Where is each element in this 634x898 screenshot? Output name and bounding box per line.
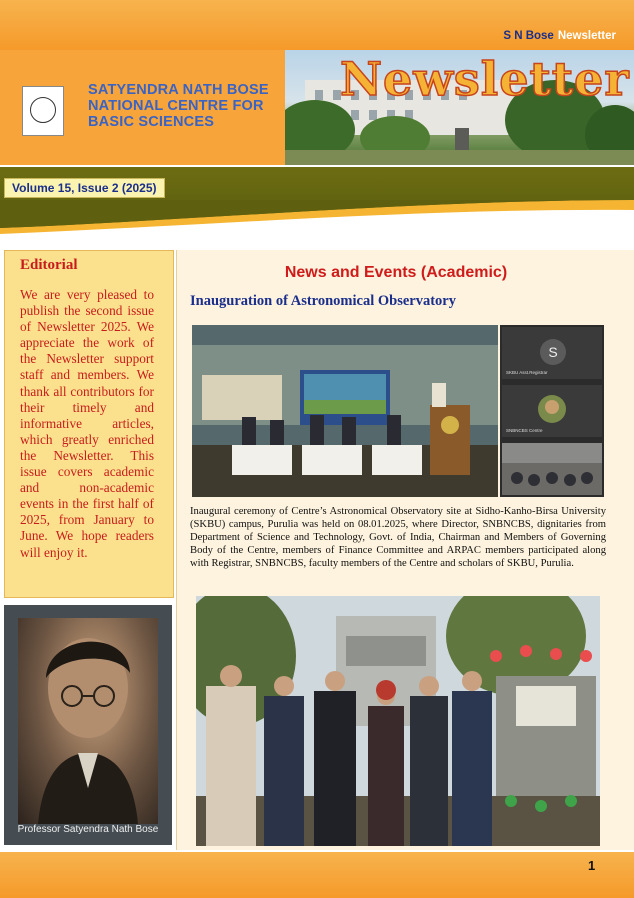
participant-avatar: S bbox=[540, 339, 566, 365]
portrait-photo bbox=[18, 618, 158, 824]
video-tile bbox=[502, 385, 602, 437]
participant-label: SKBU Asst.Registrar bbox=[506, 370, 548, 375]
video-tile bbox=[502, 327, 602, 379]
article-title: Inauguration of Astronomical Observatory bbox=[190, 293, 456, 309]
video-call-tiles bbox=[500, 325, 604, 497]
editorial-title: Editorial bbox=[20, 257, 78, 273]
editorial-body: We are very pleased to publish the second issue of Newsletter 2025. We appreciate the work of the Newsletter support staff and members. We thank all contributors for their timely and informative articles, which greatly enriched the Newsletter. This issue covers academic and non-academic events in the first half of 2025, from January to June. We hope readers will enjoy it. bbox=[20, 287, 154, 560]
brand-suffix: Newsletter bbox=[557, 30, 616, 42]
video-tile bbox=[502, 443, 602, 495]
footer-band bbox=[0, 852, 634, 898]
ceremony-photo bbox=[192, 325, 498, 497]
institute-logo bbox=[22, 86, 64, 136]
institute-name: SATYENDRA NATH BOSE NATIONAL CENTRE FOR BASIC SCIENCES bbox=[88, 82, 269, 130]
group-photo bbox=[196, 596, 600, 846]
portrait-figure-icon bbox=[18, 618, 158, 824]
audience-photo-icon bbox=[502, 443, 602, 495]
portrait-caption: Professor Satyendra Nath Bose bbox=[17, 824, 159, 835]
brand-prefix: S N Bose bbox=[503, 30, 554, 42]
logo-emblem-icon bbox=[30, 97, 56, 123]
page-number: 1 bbox=[588, 858, 596, 873]
photo-caption: Inaugural ceremony of Centre’s Astronomical Observatory site at Sidho-Kanho-Birsa University (SKBU) campus, Purulia was held on 08.01.2025, where Director, SNBNCBS, dignitaries from Department of Science and Technology, Govt. of India, Chairman and Members of Governing Body of the Centre, members of Finance Committee and ARPAC members participated along with Registrar, SNBNCBS, faculty members of the Centre and scholars of SKBU, Purulia. bbox=[190, 506, 606, 569]
ceremony-scene-icon bbox=[192, 325, 498, 497]
volume-issue-label: Volume 15, Issue 2 (2025) bbox=[4, 178, 165, 198]
masthead-title: Newsletter bbox=[340, 52, 630, 106]
top-band bbox=[0, 0, 634, 50]
participant-label: SNBNCBS Centre bbox=[506, 428, 543, 433]
decorative-wave bbox=[0, 200, 634, 255]
brand-label bbox=[503, 30, 616, 42]
section-title: News and Events (Academic) bbox=[284, 264, 508, 281]
group-scene-icon bbox=[196, 596, 600, 846]
